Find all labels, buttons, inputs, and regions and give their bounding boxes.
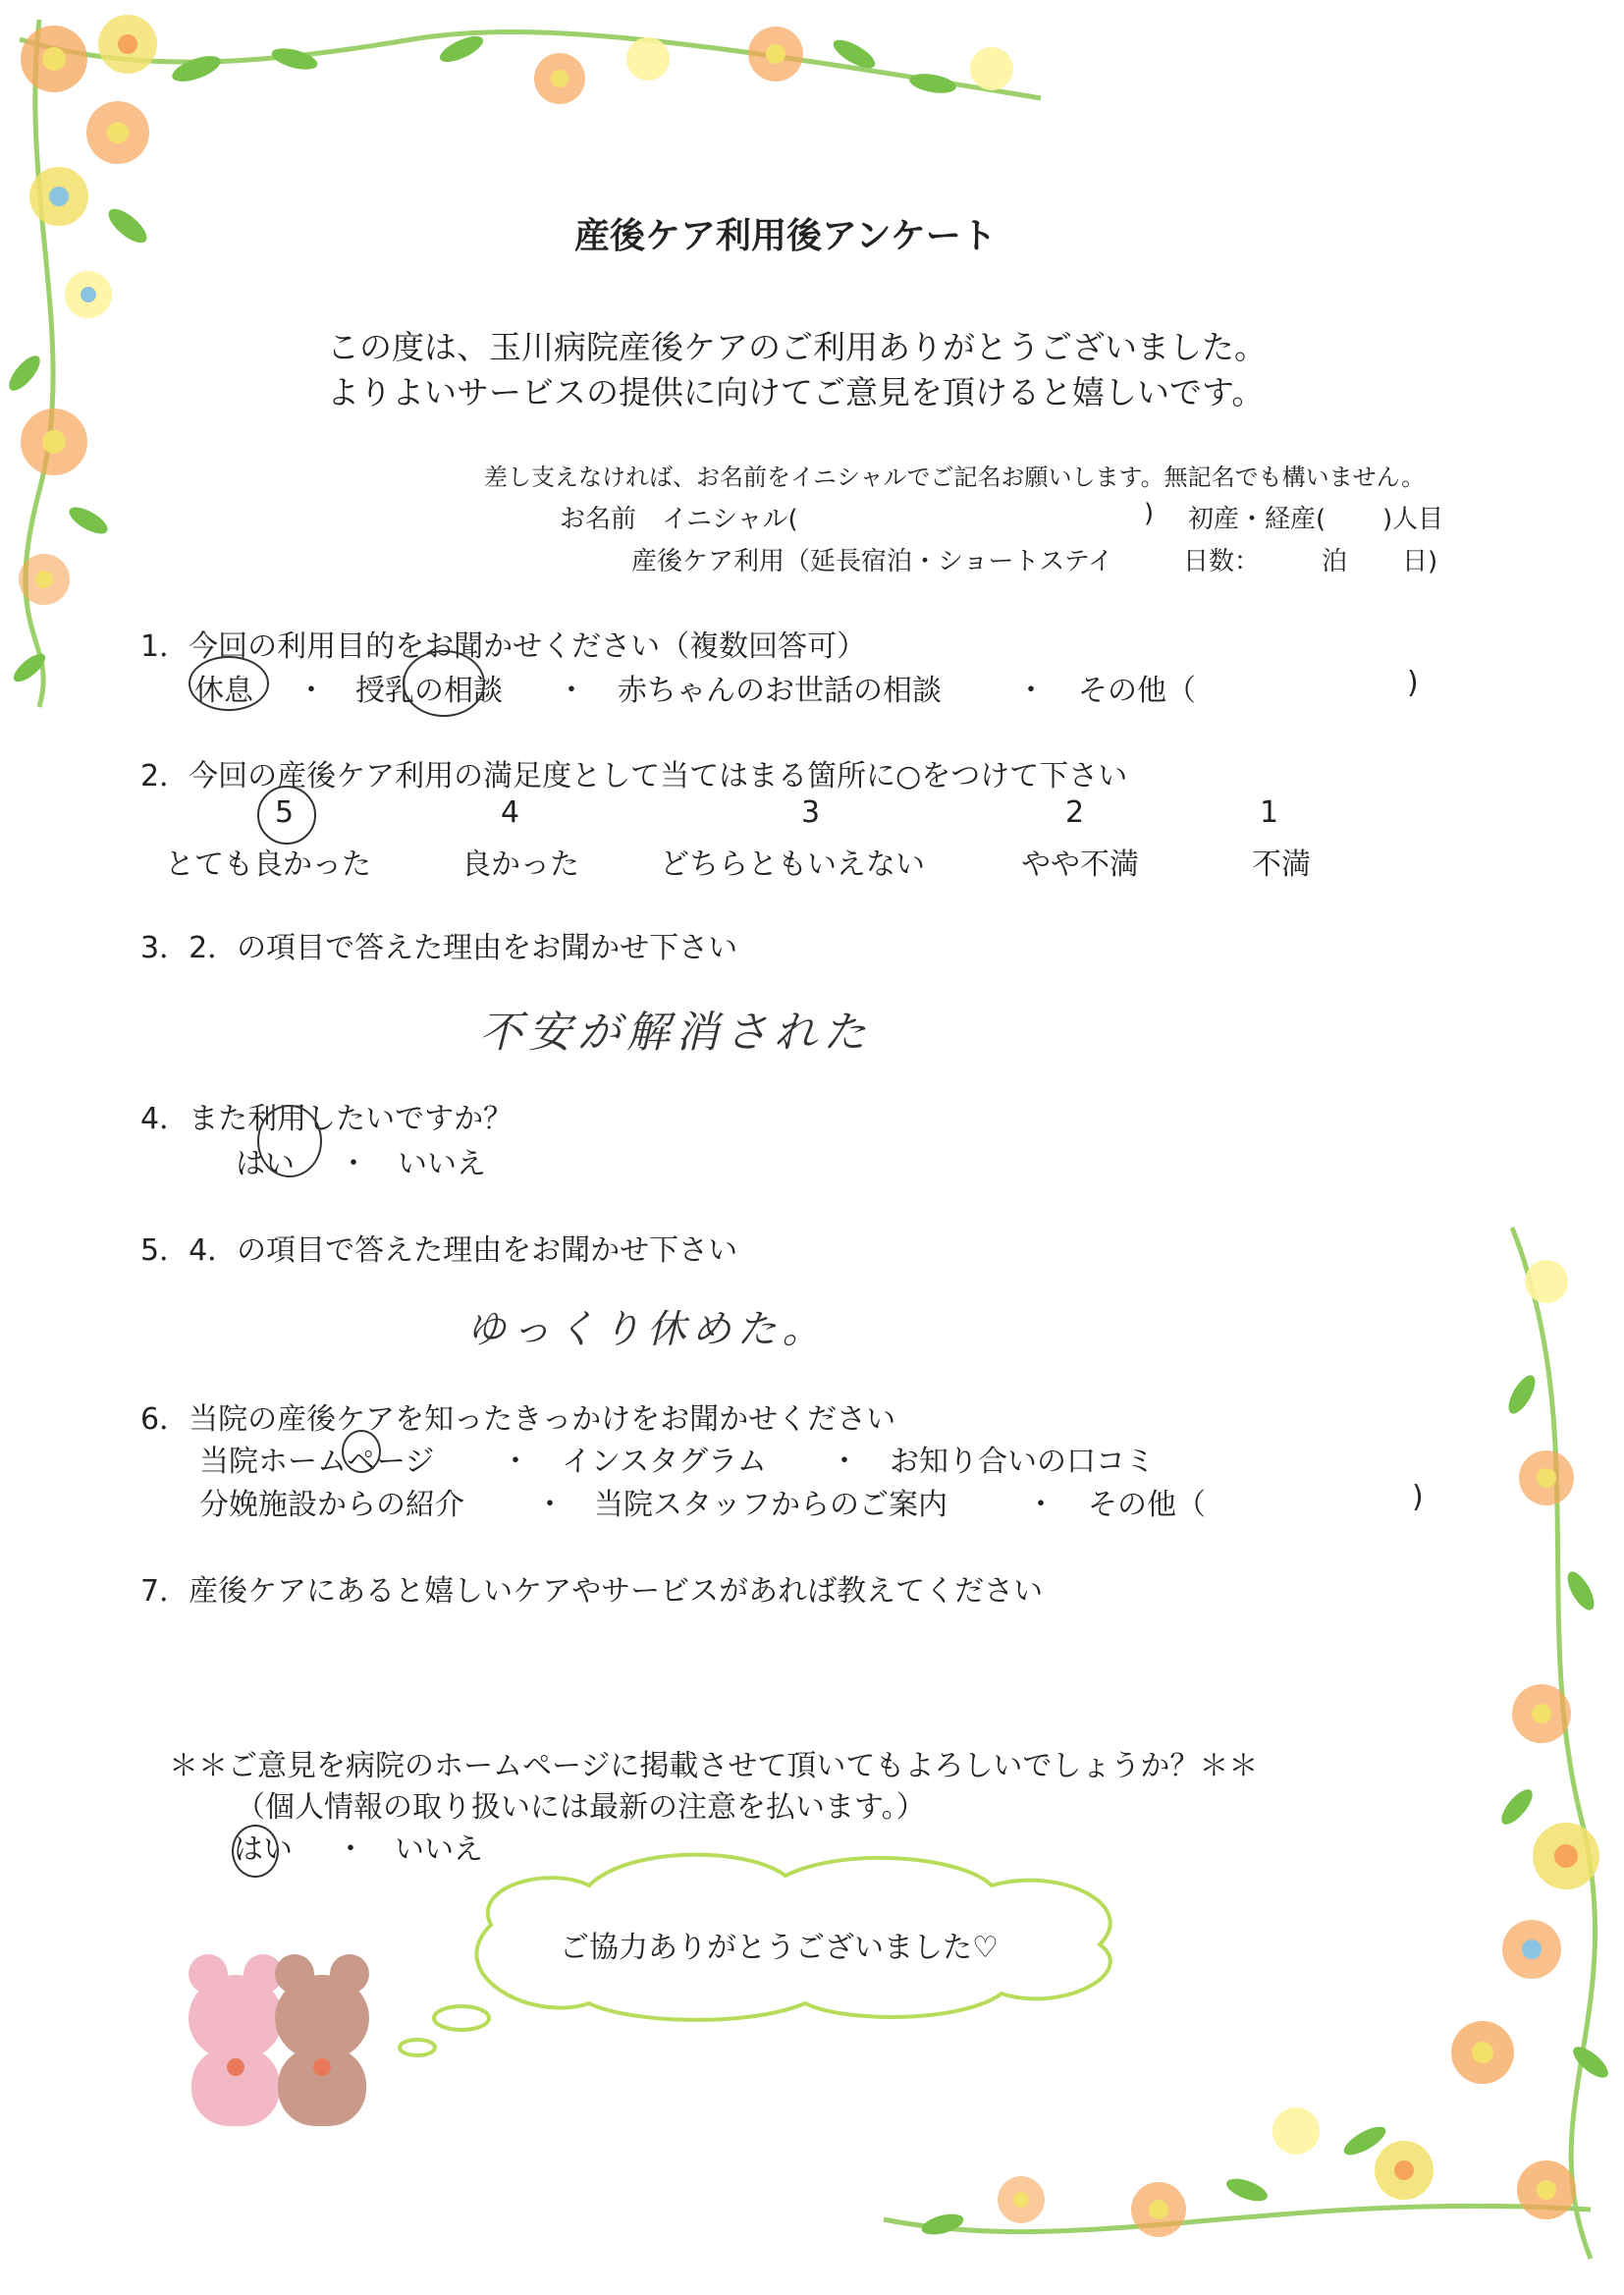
q2-scale-label-2: やや不満 <box>1021 847 1139 882</box>
usage-label: 産後ケア利用（延長宿泊・ショートステイ <box>631 547 1113 576</box>
q4-question: 4．また利用したいですか？ <box>140 1102 514 1136</box>
q1-sep: ・ <box>557 674 586 708</box>
publish-no: いいえ <box>395 1832 483 1867</box>
q6-sep: ・ <box>501 1445 530 1479</box>
q3-handwritten-answer: 不安が解消された <box>479 1008 872 1058</box>
q6-sep: ・ <box>1026 1488 1056 1522</box>
q1-sep: ・ <box>297 674 326 708</box>
leaf-icon <box>919 1371 1612 2238</box>
q2-scale-num-2: 2 <box>1065 795 1085 830</box>
q3-question: 3．2．の項目で答えた理由をお聞かせ下さい <box>140 931 738 965</box>
nights-unit: 泊 <box>1322 547 1348 576</box>
hand-circle <box>189 656 269 711</box>
publish-note: （個人情報の取り扱いには最新の注意を払います。） <box>236 1790 926 1825</box>
q1-option-other: その他（ <box>1078 674 1196 708</box>
q6-option-facility: 分娩施設からの紹介 <box>199 1488 464 1522</box>
q5-handwritten-answer: ゆっくり休めた。 <box>466 1307 828 1352</box>
q6-sep: ・ <box>535 1488 565 1522</box>
name-close: ) <box>1144 499 1155 528</box>
q6-option-wordofmouth: お知り合いの口コミ <box>890 1445 1155 1479</box>
q2-scale-label-4: 良かった <box>461 847 579 882</box>
q6-option-homepage: 当院ホームページ <box>199 1445 435 1479</box>
q1-other-close: ) <box>1407 666 1419 700</box>
q6-other-close: ) <box>1412 1480 1424 1514</box>
hand-circle <box>403 650 485 717</box>
q4-sep: ・ <box>339 1147 368 1181</box>
name-note: 差し支えなければ、お名前をイニシャルでご記名お願いします。無記名でも構いません。 <box>484 464 1426 491</box>
publish-question: ＊＊ご意見を病院のホームページに掲載させて頂いてもよろしいでしょうか？＊＊ <box>169 1749 1259 1783</box>
q5-question: 5．4．の項目で答えた理由をお聞かせ下さい <box>140 1233 738 1268</box>
publish-sep: ・ <box>336 1832 365 1867</box>
q2-scale-label-1: 不満 <box>1252 847 1311 882</box>
q1-option-breastfeeding: 授乳の相談 <box>355 674 503 708</box>
q4-no: いいえ <box>398 1147 486 1181</box>
publish-yes: はい <box>234 1832 293 1867</box>
q4-yes: はい <box>236 1147 295 1181</box>
birth-label: 初産・経産( <box>1188 505 1326 534</box>
intro-line-1: この度は、玉川病院産後ケアのご利用ありがとうございました。 <box>327 328 1267 366</box>
hand-circle <box>342 1430 381 1473</box>
q2-scale-num-4: 4 <box>501 795 520 830</box>
q7-question: 7．産後ケアにあると嬉しいケアやサービスがあれば教えてください <box>140 1574 1044 1609</box>
q2-scale-num-1: 1 <box>1260 795 1279 830</box>
q6-option-instagram: インスタグラム <box>562 1445 767 1479</box>
intro-line-2: よりよいサービスの提供に向けてご意見を頂けると嬉しいです。 <box>327 373 1265 411</box>
bear-icon <box>189 1954 369 2126</box>
hand-circle <box>257 1105 322 1177</box>
q2-scale-num-3: 3 <box>801 795 821 830</box>
name-label: お名前 イニシャル( <box>560 505 798 534</box>
hand-circle <box>257 786 316 845</box>
days-unit: 日) <box>1402 547 1438 576</box>
q2-scale-label-5: とても良かった <box>165 847 371 882</box>
q1-sep: ・ <box>1016 674 1046 708</box>
q2-question: 2．今回の産後ケア利用の満足度として当てはまる箇所に○をつけて下さい <box>140 759 1128 793</box>
q1-option-babycare: 赤ちゃんのお世話の相談 <box>618 674 942 708</box>
birth-suffix: )人目 <box>1382 505 1444 534</box>
q1-question: 1．今回の利用目的をお聞かせください（複数回答可） <box>140 629 867 664</box>
hand-circle <box>232 1825 279 1878</box>
q6-option-staff: 当院スタッフからのご案内 <box>594 1488 947 1522</box>
q6-option-other: その他（ <box>1088 1488 1206 1522</box>
thanks-message: ご協力ありがとうございました♡ <box>560 1931 999 1965</box>
days-label: 日数： <box>1183 547 1261 576</box>
flower-icon <box>19 15 1013 605</box>
q2-scale-num-5: 5 <box>275 795 295 830</box>
q1-option-rest: 休息 <box>194 674 253 708</box>
page-title: 産後ケア利用後アンケート <box>574 216 997 256</box>
q6-question: 6．当院の産後ケアを知ったきっかけをお聞かせください <box>140 1402 896 1437</box>
q2-scale-label-3: どちらともいえない <box>660 847 925 882</box>
q6-sep: ・ <box>830 1445 859 1479</box>
